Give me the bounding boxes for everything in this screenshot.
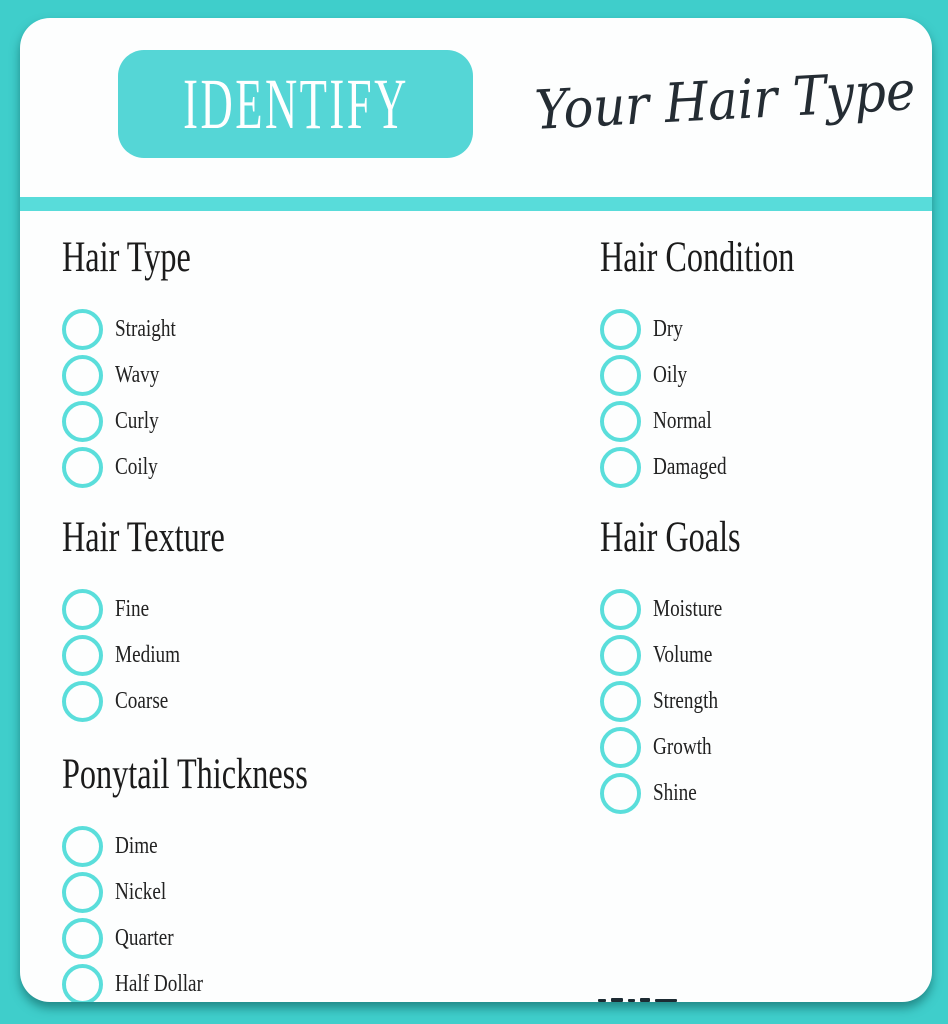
option-wavy[interactable] bbox=[62, 352, 502, 398]
option-straight[interactable] bbox=[62, 306, 502, 352]
radio-circle-icon[interactable] bbox=[62, 918, 103, 959]
radio-circle-icon[interactable] bbox=[62, 401, 103, 442]
radio-circle-icon[interactable] bbox=[62, 681, 103, 722]
option-label: Growth bbox=[653, 734, 712, 760]
section-title: Ponytail Thickness bbox=[62, 751, 308, 798]
option-label: Damaged bbox=[653, 454, 727, 480]
option-label: Moisture bbox=[653, 596, 723, 622]
radio-circle-icon[interactable] bbox=[62, 826, 103, 867]
identify-badge-label: IDENTIFY bbox=[182, 63, 409, 144]
option-label: Volume bbox=[653, 642, 713, 668]
option-label: Coarse bbox=[115, 688, 169, 714]
radio-circle-icon[interactable] bbox=[600, 635, 641, 676]
worksheet-card bbox=[20, 18, 932, 1002]
option-coarse[interactable] bbox=[62, 678, 502, 724]
option-fine[interactable] bbox=[62, 586, 502, 632]
section-title: Hair Type bbox=[62, 234, 191, 281]
option-label: Dime bbox=[115, 833, 158, 859]
option-nickel[interactable] bbox=[62, 869, 502, 915]
section-ponytail-thickness bbox=[62, 750, 502, 1002]
section-title: Hair Goals bbox=[600, 514, 741, 561]
option-label: Half Dollar bbox=[115, 971, 203, 997]
option-moisture[interactable] bbox=[600, 586, 930, 632]
option-label: Shine bbox=[653, 780, 697, 806]
radio-circle-icon[interactable] bbox=[600, 401, 641, 442]
radio-circle-icon[interactable] bbox=[600, 727, 641, 768]
option-label: Straight bbox=[115, 316, 176, 342]
section-hair-condition bbox=[600, 233, 930, 490]
radio-circle-icon[interactable] bbox=[600, 589, 641, 630]
radio-circle-icon[interactable] bbox=[600, 681, 641, 722]
option-label: Coily bbox=[115, 454, 158, 480]
option-coily[interactable] bbox=[62, 444, 502, 490]
option-label: Strength bbox=[653, 688, 719, 714]
radio-circle-icon[interactable] bbox=[600, 773, 641, 814]
script-title: Your Hair Type bbox=[533, 58, 917, 142]
option-label: Normal bbox=[653, 408, 712, 434]
option-damaged[interactable] bbox=[600, 444, 930, 490]
option-oily[interactable] bbox=[600, 352, 930, 398]
section-hair-type bbox=[62, 233, 502, 490]
cutoff-text-fragment bbox=[598, 996, 708, 1002]
option-quarter[interactable] bbox=[62, 915, 502, 961]
option-dime[interactable] bbox=[62, 823, 502, 869]
section-title: Hair Texture bbox=[62, 514, 225, 561]
option-shine[interactable] bbox=[600, 770, 930, 816]
option-label: Fine bbox=[115, 596, 150, 622]
identify-badge bbox=[118, 50, 473, 158]
option-growth[interactable] bbox=[600, 724, 930, 770]
option-list bbox=[62, 306, 502, 490]
option-label: Wavy bbox=[115, 362, 160, 388]
option-dry[interactable] bbox=[600, 306, 930, 352]
radio-circle-icon[interactable] bbox=[62, 447, 103, 488]
option-label: Medium bbox=[115, 642, 181, 668]
option-label: Dry bbox=[653, 316, 683, 342]
radio-circle-icon[interactable] bbox=[600, 447, 641, 488]
section-hair-goals bbox=[600, 513, 930, 816]
option-medium[interactable] bbox=[62, 632, 502, 678]
option-volume[interactable] bbox=[600, 632, 930, 678]
section-title: Hair Condition bbox=[600, 234, 795, 281]
radio-circle-icon[interactable] bbox=[62, 309, 103, 350]
radio-circle-icon[interactable] bbox=[62, 589, 103, 630]
option-label: Curly bbox=[115, 408, 159, 434]
radio-circle-icon[interactable] bbox=[62, 635, 103, 676]
section-hair-texture bbox=[62, 513, 502, 724]
option-label: Nickel bbox=[115, 879, 167, 905]
radio-circle-icon[interactable] bbox=[600, 355, 641, 396]
radio-circle-icon[interactable] bbox=[62, 964, 103, 1003]
option-list bbox=[600, 306, 930, 490]
option-list bbox=[600, 586, 930, 816]
option-strength[interactable] bbox=[600, 678, 930, 724]
option-list bbox=[62, 586, 502, 724]
option-label: Quarter bbox=[115, 925, 174, 951]
radio-circle-icon[interactable] bbox=[62, 355, 103, 396]
option-half-dollar[interactable] bbox=[62, 961, 502, 1002]
teal-divider-bar bbox=[20, 197, 932, 211]
option-list bbox=[62, 823, 502, 1002]
radio-circle-icon[interactable] bbox=[600, 309, 641, 350]
option-normal[interactable] bbox=[600, 398, 930, 444]
option-curly[interactable] bbox=[62, 398, 502, 444]
option-label: Oily bbox=[653, 362, 688, 388]
radio-circle-icon[interactable] bbox=[62, 872, 103, 913]
